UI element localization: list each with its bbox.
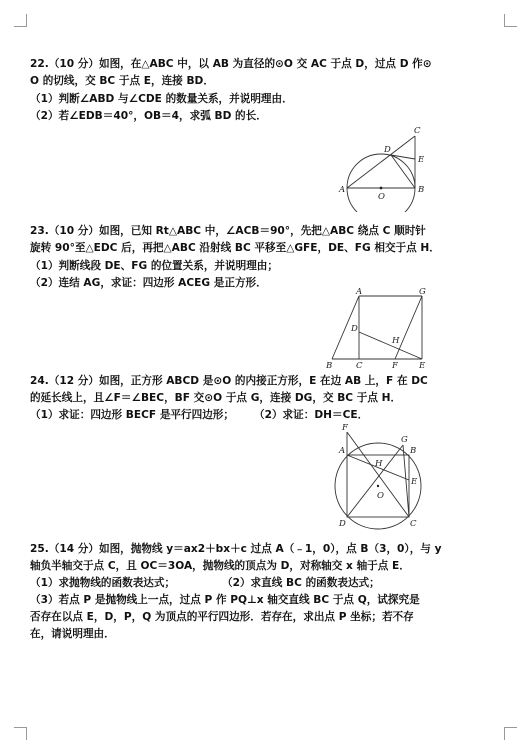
- q25-part-3-line-1: （3）若点 P 是抛物线上一点，过点 P 作 PQ⊥x 轴交直线 BC 于点 Q，试探究是: [30, 594, 420, 606]
- q22-label-e: E: [418, 155, 425, 165]
- q24-part-2: （2）求证：DH＝CE．: [254, 409, 369, 421]
- q22-label-b: B: [418, 185, 425, 195]
- q23-label-b: B: [326, 361, 333, 371]
- q22-part-2: （2）若∠EDB＝40°，OB＝4，求弧 BD 的长．: [30, 110, 267, 122]
- q25-stem-line-2: 轴负半轴交于点 C，且 OC＝3OA，抛物线的顶点为 D，对称轴交 x 轴于点 E．: [30, 560, 410, 572]
- q24-label-h: H: [375, 459, 383, 469]
- q24-label-a: A: [339, 446, 346, 456]
- q25-part-3-line-2: 否存在以点 E，D，P，Q 为顶点的平行四边形．若存在，求出点 P 坐标；若不存: [30, 611, 414, 623]
- q24-label-c: C: [410, 519, 417, 529]
- q24-label-g: G: [401, 435, 408, 445]
- q23-label-c: C: [356, 361, 363, 371]
- q23-figure: [322, 287, 437, 372]
- q24-label-f: F: [342, 423, 348, 433]
- q23-label-f: F: [392, 361, 398, 371]
- q23-label-d: D: [351, 324, 358, 334]
- q23-part-2: （2）连结 AG，求证：四边形 ACEG 是正方形．: [30, 277, 267, 289]
- q24-label-b: B: [410, 446, 417, 456]
- q23-label-h: H: [392, 336, 400, 346]
- crop-mark-top-left: [14, 14, 27, 27]
- q23-label-a: A: [356, 287, 363, 297]
- q25-part-3-line-3: 在，请说明理由．: [30, 628, 115, 640]
- q22-stem-line-2: O 的切线，交 BC 于点 E，连接 BD．: [30, 75, 214, 87]
- q23-stem-line-1: 23.（10 分）如图，已知 Rt△ABC 中，∠ACB＝90°，先把△ABC 绕点 C 顺时针: [30, 225, 426, 237]
- crop-mark-bottom-right: [504, 727, 517, 740]
- q22-stem-line-1: 22.（10 分）如图，在△ABC 中，以 AB 为直径的⊙O 交 AC 于点 D，过点 D 作⊙: [30, 58, 432, 70]
- q22-label-o: O: [378, 192, 385, 202]
- q24-label-d: D: [339, 519, 346, 529]
- q24-label-e: E: [411, 477, 418, 487]
- q22-figure: [336, 122, 436, 212]
- q22-part-1: （1）判断∠ABD 与∠CDE 的数量关系，并说明理由．: [30, 93, 293, 105]
- q25-stem-line-1: 25.（14 分）如图，抛物线 y＝ax2＋bx＋c 过点 A（﹣1，0），点 B（3，0），与 y: [30, 543, 442, 555]
- q22-label-d: D: [384, 145, 391, 155]
- q23-label-e: E: [419, 361, 426, 371]
- q23-part-1: （1）判断线段 DE、FG 的位置关系，并说明理由；: [30, 260, 278, 272]
- q22-label-a: A: [339, 185, 346, 195]
- q25-part-2: （2）求直线 BC 的函数表达式；: [222, 577, 380, 589]
- q24-stem-line-2: 的延长线上，且∠F＝∠BEC，BF 交⊙O 于点 G，连接 DG，交 BC 于点 H．: [30, 392, 402, 404]
- q24-label-o: O: [377, 491, 384, 501]
- q22-label-c: C: [414, 126, 421, 136]
- crop-mark-bottom-left: [14, 727, 27, 740]
- q23-stem-line-2: 旋转 90°至△EDC 后，再把△ABC 沿射线 BC 平移至△GFE，DE、FG 相交于点 H．: [30, 242, 440, 254]
- q24-figure: [331, 420, 426, 535]
- q23-label-g: G: [419, 287, 426, 297]
- q25-part-1: （1）求抛物线的函数表达式；: [30, 577, 176, 589]
- q24-stem-line-1: 24.（12 分）如图，正方形 ABCD 是⊙O 的内接正方形，E 在边 AB 上，F 在 DC: [30, 375, 428, 387]
- q24-part-1: （1）求证：四边形 BECF 是平行四边形；: [30, 409, 234, 421]
- crop-mark-top-right: [504, 14, 517, 27]
